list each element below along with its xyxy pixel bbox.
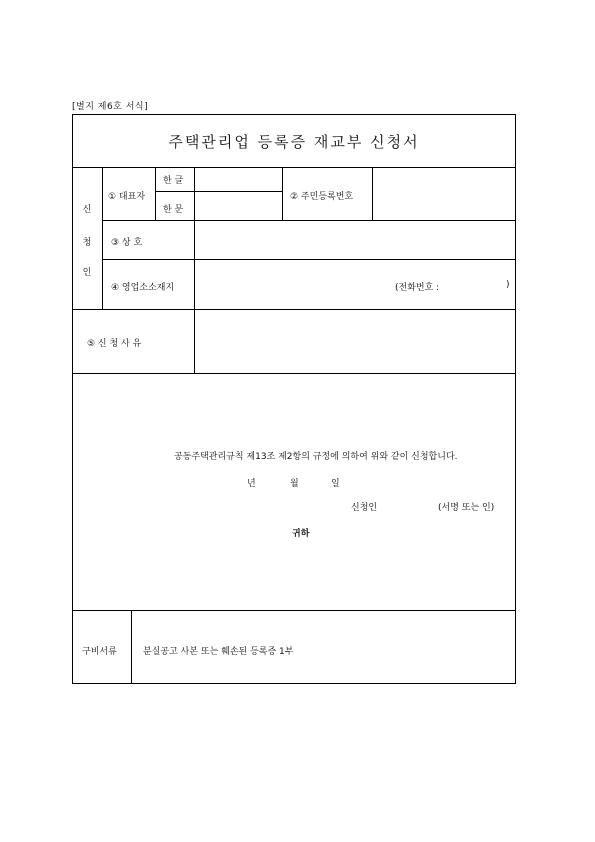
office-location-label: ④ 영업소소재지: [111, 283, 175, 293]
divider: [103, 259, 515, 260]
date-day: 일: [331, 479, 340, 489]
application-form: [72, 114, 516, 684]
divider: [102, 167, 103, 309]
applicant-section-char: 인: [82, 268, 92, 278]
divider: [155, 167, 156, 221]
phone-label: (전화번호 :: [395, 283, 440, 293]
phone-close: ): [506, 280, 510, 290]
applicant-label: 신청인: [351, 503, 378, 513]
date-year: 년: [247, 479, 256, 489]
divider: [282, 167, 283, 221]
form-title: 주택관리업 등록증 재교부 신청서: [168, 133, 420, 151]
divider: [73, 610, 515, 611]
form-number-label: [별지 제6호 서식]: [72, 102, 149, 112]
representative-label: ① 대표자: [108, 192, 146, 202]
divider: [103, 220, 515, 221]
divider: [73, 309, 515, 310]
trade-name-label: ③ 상 호: [111, 238, 143, 248]
divider: [194, 167, 195, 373]
applicant-section-char: 청: [82, 238, 92, 248]
divider: [131, 610, 132, 684]
divider: [155, 191, 282, 192]
divider: [372, 167, 373, 221]
hangul-label: 한 글: [163, 176, 184, 186]
hanja-label: 한 문: [163, 205, 184, 215]
addressee-label: 귀하: [292, 529, 310, 539]
divider: [73, 373, 515, 374]
documents-value: 분실공고 사본 또는 훼손된 등록증 1부: [143, 647, 294, 657]
statement-text: 공동주택관리규칙 제13조 제2항의 규정에 의하여 위와 같이 신청합니다.: [174, 452, 458, 462]
resident-number-label: ② 주민등록번호: [290, 192, 354, 202]
signature-label: (서명 또는 인): [438, 503, 495, 513]
reason-label: ⑤ 신 청 사 유: [87, 339, 142, 349]
date-month: 월: [290, 479, 299, 489]
applicant-section-char: 신: [82, 205, 92, 215]
divider: [73, 167, 515, 168]
documents-label: 구비서류: [82, 647, 117, 657]
